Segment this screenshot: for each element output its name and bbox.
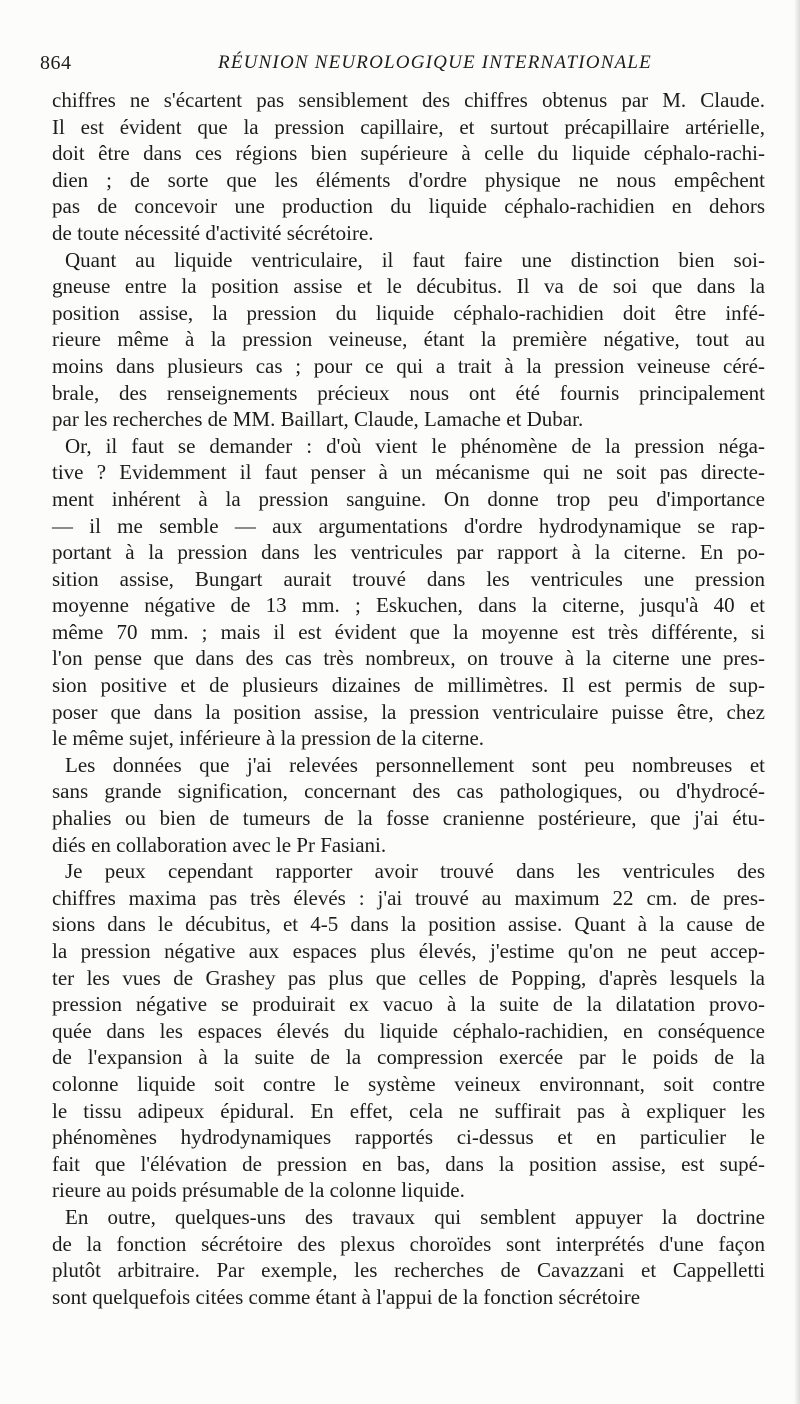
text-line: colonne liquide soit contre le système veineux environnant, soit contre — [52, 1071, 765, 1096]
text-line: sition assise, Bungart aurait trouvé dans les ventricules une pression — [52, 566, 765, 591]
text-line: poser que dans la position assise, la pression ventriculaire puisse être, chez — [52, 699, 765, 724]
text-line: phénomènes hydrodynamiques rapportés ci-dessus et en particulier le — [52, 1125, 765, 1150]
text-line: En outre, quelques-uns des travaux qui semblent appuyer la doctrine — [65, 1204, 765, 1229]
page-number: 864 — [40, 52, 72, 74]
text-line: tive ? Evidemment il faut penser à un mécanisme qui ne soit pas directe- — [52, 460, 765, 485]
text-line: rieure même à la pression veineuse, étant la première négative, tout au — [52, 327, 765, 352]
text-line: chiffres maxima pas très élevés : j'ai trouvé au maximum 22 cm. de pres- — [52, 885, 765, 910]
text-line: Il est évident que la pression capillaire, et surtout précapillaire artérielle, — [52, 114, 765, 139]
text-line: le tissu adipeux épidural. En effet, cela ne suffirait pas à expliquer les — [52, 1098, 765, 1123]
paragraph — [52, 752, 765, 858]
text-line: ment inhérent à la pression sanguine. On donne trop peu d'importance — [52, 486, 765, 511]
paragraph — [52, 858, 765, 1204]
text-line: gneuse entre la position assise et le décubitus. Il va de soi que dans la — [52, 274, 765, 299]
text-line: position assise, la pression du liquide céphalo-rachidien doit être infé- — [52, 300, 765, 325]
text-line: rieure au poids présumable de la colonne liquide. — [52, 1178, 465, 1203]
journal-title: RÉUNION NEUROLOGIQUE INTERNATIONALE — [218, 52, 652, 73]
text-line: le même sujet, inférieure à la pression de la citerne. — [52, 726, 485, 751]
text-line: brale, des renseignements précieux nous ont été fournis principalement — [52, 380, 765, 405]
text-line: sans grande signification, concernant des cas pathologiques, ou d'hydrocé- — [52, 779, 765, 804]
text-line: la pression négative aux espaces plus élevés, j'estime qu'on ne peut accep- — [52, 939, 765, 963]
page-edge — [794, 0, 800, 1404]
text-line: pression négative se produirait ex vacuo à la suite de la dilatation provo- — [52, 992, 765, 1017]
text-line: Or, il faut se demander : d'où vient le phénomène de la pression néga- — [65, 433, 765, 458]
text-line: diés en collaboration avec le Pr Fasiani. — [52, 832, 387, 857]
running-head — [40, 52, 765, 82]
text-line: pas de concevoir une production du liquide céphalo-rachidien en dehors — [52, 194, 765, 219]
text-line: même 70 mm. ; mais il est évident que la moyenne est très différente, si — [52, 619, 765, 644]
paragraph — [52, 87, 765, 247]
text-line: moyenne négative de 13 mm. ; Eskuchen, dans la citerne, jusqu'à 40 et — [52, 593, 765, 618]
text-line: Quant au liquide ventriculaire, il faut faire une distinction bien soi- — [65, 247, 765, 272]
text-line: de l'expansion à la suite de la compression exercée par le poids de la — [52, 1045, 765, 1070]
paragraph — [52, 247, 765, 433]
text-line: fait que l'élévation de pression en bas, dans la position assise, est supé- — [52, 1151, 765, 1176]
text-line: — il me semble — aux argumentations d'ordre hydrodynamique se rap- — [52, 513, 765, 538]
text-line: phalies ou bien de tumeurs de la fosse cranienne postérieure, que j'ai étu- — [52, 806, 765, 831]
text-line: sion positive et de plusieurs dizaines de millimètres. Il est permis de sup- — [52, 673, 765, 698]
text-line: Je peux cependant rapporter avoir trouvé dans les ventricules des — [65, 859, 765, 884]
text-line: plutôt arbitraire. Par exemple, les recherches de Cavazzani et Cappelletti — [52, 1258, 765, 1283]
text-line: dien ; de sorte que les éléments d'ordre physique ne nous empêchent — [52, 167, 765, 192]
text-line: portant à la pression dans les ventricules par rapport à la citerne. En po- — [52, 540, 765, 565]
text-line: moins dans plusieurs cas ; pour ce qui a trait à la pression veineuse céré- — [52, 353, 765, 378]
text-line: de toute nécessité d'activité sécrétoire. — [52, 220, 374, 245]
text-line: Les données que j'ai relevées personnellement sont peu nombreuses et — [65, 752, 765, 777]
body-text — [52, 87, 765, 1310]
text-line: sont quelquefois citées comme étant à l'appui de la fonction sécrétoire — [52, 1284, 641, 1309]
text-line: doit être dans ces régions bien supérieure à celle du liquide céphalo-rachi- — [52, 141, 765, 166]
text-line: sions dans le décubitus, et 4-5 dans la position assise. Quant à la cause de — [52, 912, 765, 937]
text-line: ter les vues de Grashey pas plus que celles de Popping, d'après lesquels la — [52, 965, 765, 990]
text-line: par les recherches de MM. Baillart, Claude, Lamache et Dubar. — [52, 407, 584, 432]
text-line: chiffres ne s'écartent pas sensiblement des chiffres obtenus par M. Claude. — [52, 88, 765, 112]
text-line: l'on pense que dans des cas très nombreux, on trouve à la citerne une pres- — [52, 646, 765, 671]
text-line: de la fonction sécrétoire des plexus choroïdes sont interprétés d'une façon — [52, 1231, 765, 1256]
text-line: quée dans les espaces élevés du liquide céphalo-rachidien, en conséquence — [52, 1018, 765, 1043]
paragraph — [52, 433, 765, 752]
paragraph — [52, 1204, 765, 1310]
